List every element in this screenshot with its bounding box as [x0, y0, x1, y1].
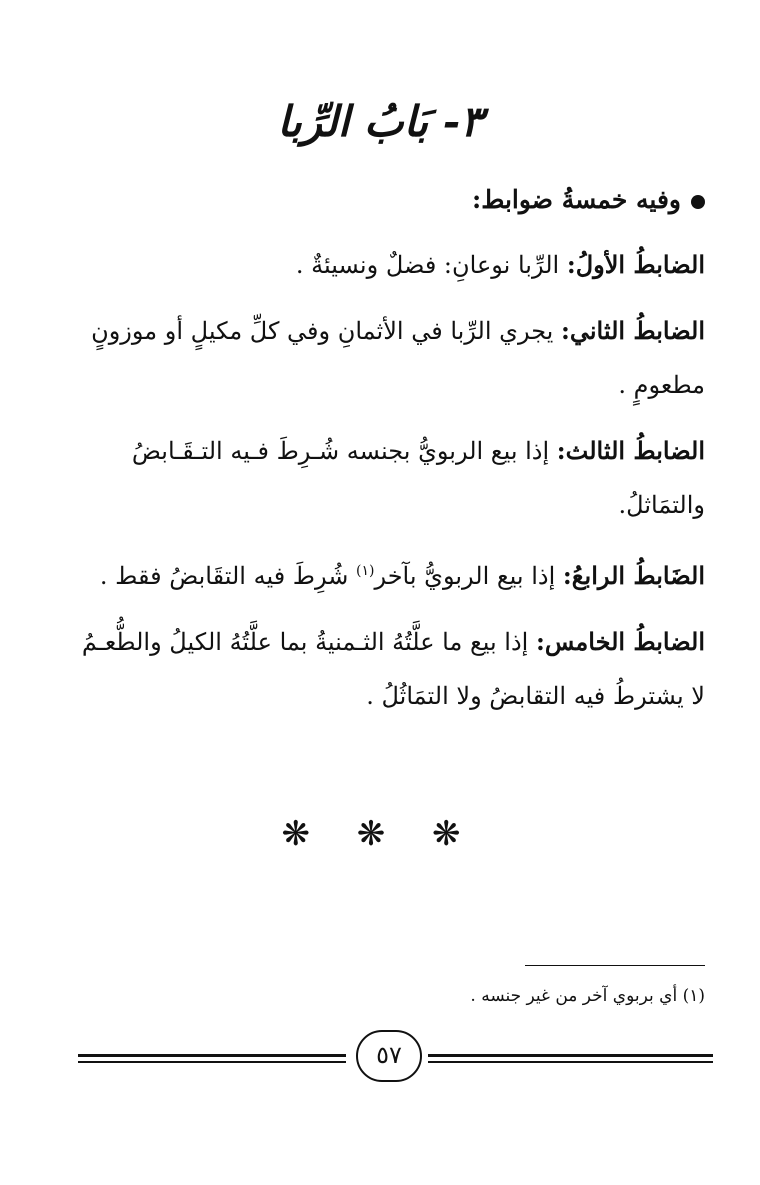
footnote: (١) أي بربوي آخر من غير جنسه .	[470, 986, 705, 1006]
rule-label: الضابطُ الأولُ:	[566, 250, 705, 279]
footnote-reference[interactable]: (١)	[356, 563, 375, 579]
chapter-title: ٣- بَابُ الرِّبا	[277, 97, 483, 146]
rule-text-before: إذا بيع الربويُّ بآخر	[374, 562, 556, 590]
rule-5	[55, 615, 705, 723]
footer-rule-left	[78, 1054, 346, 1063]
intro-text: وفيه خمسةُ ضوابط:	[472, 185, 681, 214]
rule-label: الضابطُ الثاني:	[561, 316, 705, 345]
rule-2	[55, 304, 705, 412]
rule-label: الضابطُ الخامس:	[535, 627, 705, 656]
section-separator: ❋ ❋ ❋	[281, 814, 479, 854]
footnote-divider	[525, 965, 705, 966]
bullet-icon	[691, 195, 705, 209]
rule-3	[55, 424, 705, 532]
rule-label: الضابطُ الثالث:	[556, 436, 705, 465]
rules-list	[55, 238, 705, 735]
rule-4	[55, 544, 705, 603]
page-number: ٥٧	[356, 1030, 422, 1082]
rule-continuation: والتمَاثلُ.	[618, 491, 705, 519]
rule-continuation: لا يشترطُ فيه التقابضُ ولا التمَاثُلُ .	[366, 682, 705, 710]
rule-text-line: إذا بيع الربويُّ بجنسه شُـرِطَ فـيه التـقَـابضُ	[131, 437, 550, 465]
rule-continuation: مطعومٍ .	[618, 371, 705, 399]
rule-text	[100, 562, 555, 590]
rule-text-line: يجري الرِّبا في الأثمانِ وفي كلِّ مكيلٍ أو موزونٍ	[91, 317, 554, 345]
footer-rule-right	[428, 1054, 713, 1063]
rule-label: الضَابطُ الرابعُ:	[562, 561, 705, 590]
rule-text-line: إذا بيع ما علَّتُهُ الثـمنيةُ بما علَّتُهُ الكيلُ والطُّعـمُ	[81, 628, 529, 656]
rule-1	[55, 238, 705, 292]
intro-line	[55, 180, 705, 220]
page-footer	[0, 1030, 760, 1090]
rule-text-after: شُرِطَ فيه التقَابضُ فقط .	[99, 562, 349, 590]
rule-text: الرِّبا نوعانِ: فضلٌ ونسيئةٌ .	[295, 251, 560, 279]
